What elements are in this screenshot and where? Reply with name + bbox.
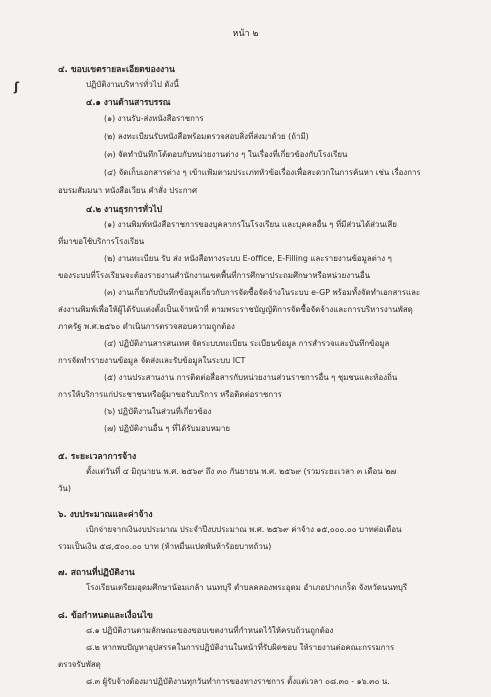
section-8-line-3: ๘.๓ ผู้รับจ้างต้องมาปฏิบัติงานทุกวันทำการของทางราชการ ตั้งแต่เวลา ๐๘.๓๐ - ๑๖.๓๐ น. (86, 677, 390, 686)
section-5-title: ๕. ระยะเวลาการจ้าง (58, 452, 137, 462)
section-4-2-item-6: (๖) ปฏิบัติงานในส่วนที่เกี่ยวข้อง (104, 407, 212, 416)
section-4-title: ๔. ขอบเขตรายละเอียดของงาน (58, 65, 175, 75)
section-5-line-1: ตั้งแต่วันที่ ๔ มิถุนายน พ.ศ. ๒๕๖๙ ถึง ๓๐ กันยายน พ.ศ. ๒๕๖๙ (รวมระยะเวลา ๓ เดือน ๒๗ (86, 467, 397, 476)
section-4-2-item-5-cont: การให้บริการแก่ประชาชนหรือผู้มาขอรับบริการ หรือติดต่อราชการ (58, 390, 282, 399)
section-8-title: ๘. ข้อกำหนดและเงื่อนไข (58, 611, 153, 621)
section-4-1-item-3: (๓) จัดทำบันทึกโต้ตอบกับหน่วยงานต่าง ๆ ในเรื่องที่เกี่ยวข้องกับโรงเรียน (104, 150, 348, 159)
section-4-1-item-1: (๑) งานรับ-ส่งหนังสือราชการ (104, 114, 204, 123)
section-4-1-item-2: (๒) ลงทะเบียนรับหนังสือพร้อมตรวจสอบสิ่งที่ส่งมาด้วย (ถ้ามี) (104, 132, 309, 141)
section-7-line-1: โรงเรียนเตรียมอุดมศึกษาน้อมเกล้า นนทบุรี ตำบลคลองพระอุดม อำเภอปากเกร็ด จังหวัดนนทบุรี (86, 583, 408, 592)
section-4-2-item-2-cont: ของระบบที่โรงเรียนจะต้องรายงานสำนักงานเขตพื้นที่การศึกษาประถมศึกษาหรือหน่วยงานอื่น (58, 271, 371, 280)
section-5-line-2: วัน) (58, 484, 71, 493)
section-4-2-item-5: (๕) งานประสานงาน การติดต่อสื่อสารกับหน่วยงานส่วนราชการอื่น ๆ ชุมชนและท้องถิ่น (104, 373, 398, 382)
section-7-title: ๗. สถานที่ปฏิบัติงาน (58, 568, 135, 578)
section-4-2-item-3-cont: ส่งงานพิมพ์เพื่อให้ผู้ได้รับแต่งตั้งเป็นเจ้าหน้าที่ ตามพระราชบัญญัติการจัดซื้อจัดจ้างและการบริหารงานพัสดุ (58, 305, 413, 314)
section-4-intro: ปฏิบัติงานบริหารทั่วไป ดังนี้ (86, 80, 179, 89)
section-6-line-2: รวมเป็นเงิน ๕๘,๕๐๐.๐๐ บาท (ห้าหมื่นแปดพันห้าร้อยบาทถ้วน) (58, 542, 272, 551)
section-8-line-2-cont: ตรวจรับพัสดุ (58, 660, 101, 669)
section-4-2-item-1: (๑) งานพิมพ์หนังสือราชการของบุคลากรในโรงเรียน และบุคคลอื่น ๆ ที่มีส่วนได้ส่วนเสีย (104, 220, 397, 229)
section-4-2-item-3-cont2: ภาครัฐ พ.ศ.๒๕๖๐ ดำเนินการตรวจสอบความถูกต้อง (58, 322, 235, 331)
section-6-title: ๖. งบประมาณและค่าจ้าง (58, 510, 153, 520)
section-4-2-item-3: (๓) งานเกี่ยวกับบันทึกข้อมูลเกี่ยวกับการจัดซื้อจัดจ้างในระบบ e-GP พร้อมทั้งจัดทำเอกสารและ (104, 288, 421, 297)
section-4-1-item-4: (๔) จัดเก็บเอกสารต่าง ๆ เข้าแฟ้มตามประเภทหัวข้อเรื่องเพื่อสะดวกในการค้นหา เช่น เรื่องการ (104, 168, 421, 177)
section-4-1-title: ๔.๑ งานด้านสารบรรณ (86, 97, 171, 107)
section-4-2-item-4-cont: การจัดทำรายงานข้อมูล จัดส่งและรับข้อมูลในระบบ ICT (58, 356, 246, 365)
section-4-1-item-4-cont: อบรมสัมมนา หนังสือเวียน คำสั่ง ประกาศ (58, 186, 197, 195)
section-8-line-1: ๘.๑ ปฏิบัติงานตามลักษณะของขอบเขตงานที่กำหนดไว้ให้ครบถ้วนถูกต้อง (86, 626, 334, 635)
margin-mark: ʃ (14, 80, 19, 94)
section-4-2-item-1-cont: ที่มาขอใช้บริการโรงเรียน (58, 237, 145, 246)
section-4-2-item-2: (๒) งานทะเบียน รับ ส่ง หนังสือทางระบบ E-office, E-Filling และรายงานข้อมูลต่าง ๆ (104, 254, 392, 263)
section-6-line-1: เบิกจ่ายจากเงินงบประมาณ ประจำปีงบประมาณ พ.ศ. ๒๕๖๙ ค่าจ้าง ๑๕,๐๐๐.๐๐ บาทต่อเดือน (86, 525, 402, 534)
section-4-2-item-7: (๗) ปฏิบัติงานอื่น ๆ ที่ได้รับมอบหมาย (104, 424, 231, 433)
section-4-2-item-4: (๔) ปฏิบัติงานสารสนเทศ จัดระบบทะเบียน ระเบียนข้อมูล การสำรวจและบันทึกข้อมูล (104, 339, 390, 348)
section-8-line-2: ๘.๒ หากพบปัญหาอุปสรรคในการปฏิบัติงานในหน้าที่รับผิดชอบ ให้รายงานต่อคณะกรรมการ (86, 643, 395, 652)
page-number: หน้า ๒ (232, 29, 259, 39)
section-4-2-title: ๔.๒ งานธุรการทั่วไป (86, 204, 163, 214)
